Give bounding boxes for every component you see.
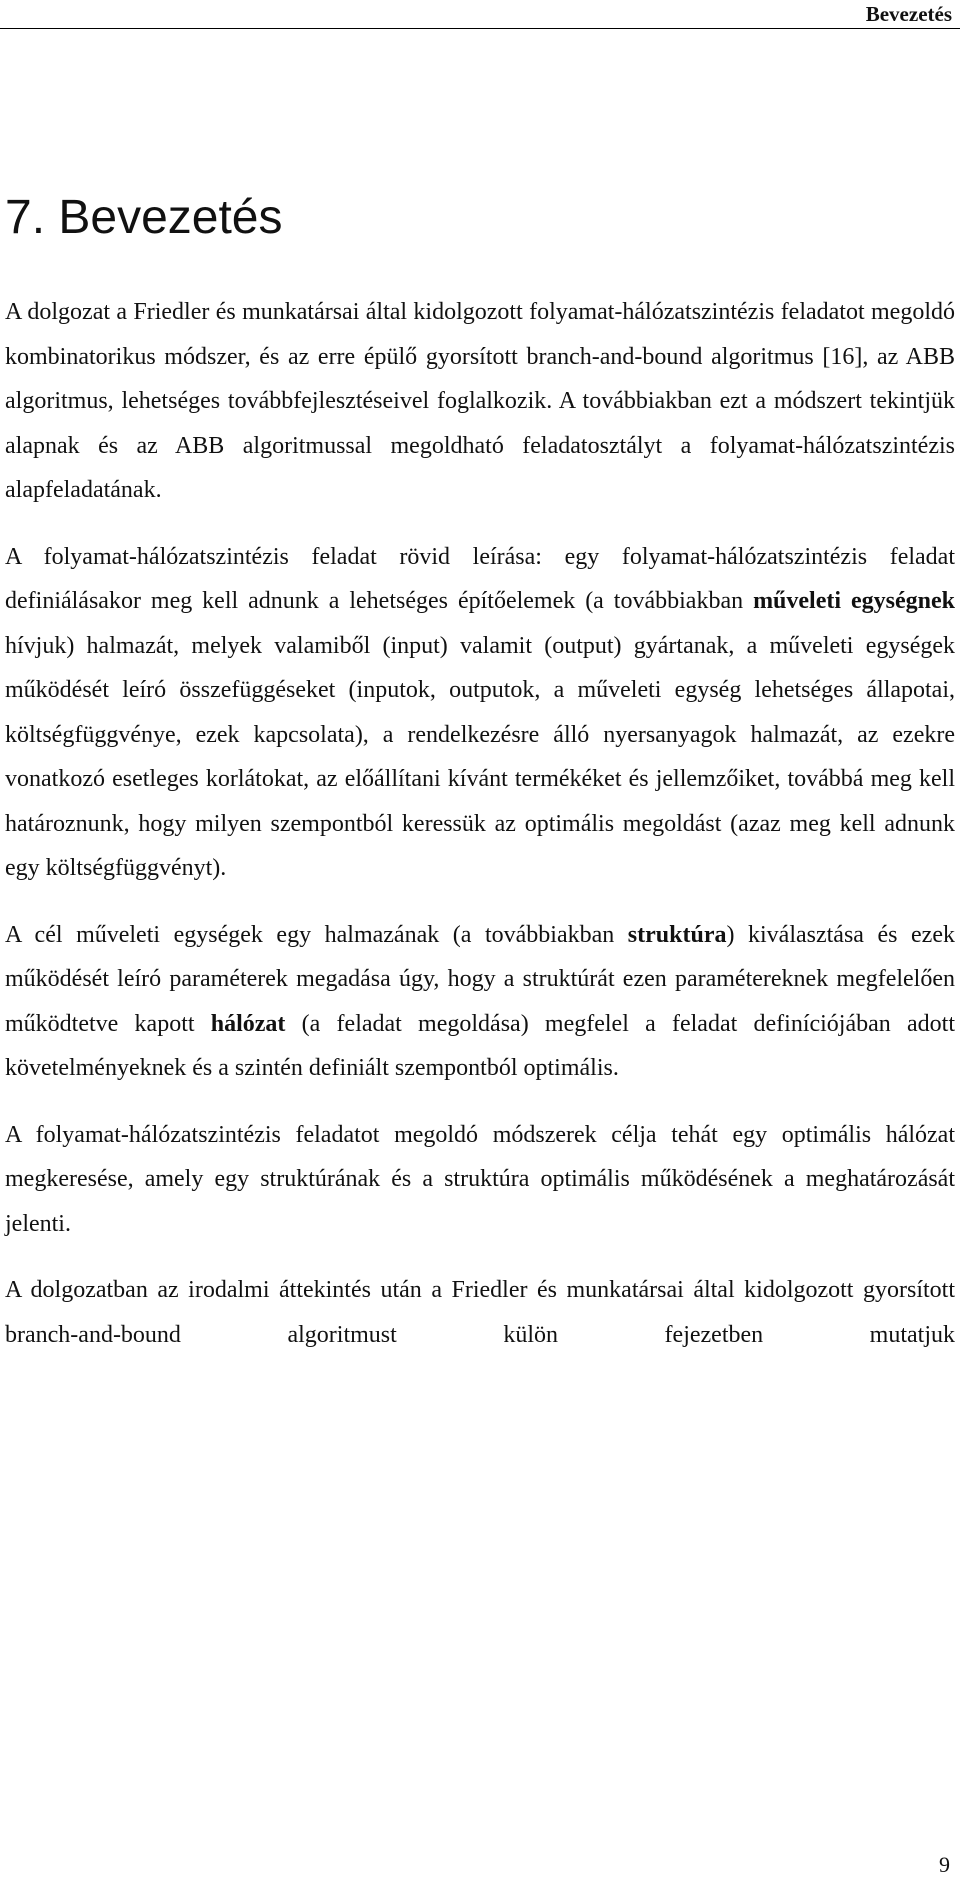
paragraph-2-text-start: A folyamat-hálózatszintézis feladat rövid leírása: egy folyamat-hálózatszintézis feladat definiálásakor meg kell adnunk a lehetséges építőelemek (a továbbiakban [5,543,955,614]
paragraph-3 [5,913,955,1091]
paragraph-3-text-middle: ) kiválasztása és ezek működését leíró paraméterek megadása úgy, hogy a struktúrát ezen paramétereknek megfelelően működtetve kapott [5,921,955,1037]
paragraph-3-text-end: (a feladat megoldása) megfelel a feladat definíciójában adott követelményeknek és a szintén definiált szempontból optimális. [5,1010,955,1081]
paragraph-1: A dolgozat a Friedler és munkatársai által kidolgozott folyamat-hálózatszintézis feladatot megoldó kombinatorikus módszer, és az erre épülő gyorsított branch-and-bound algoritmus [16], az ABB algoritmus, lehetséges továbbfejlesztéseivel foglalkozik. A továbbiakban ezt a módszert tekintjük alapnak és az ABB algoritmussal megoldható feladatosztályt a folyamat-hálózatszintézis alapfeladatának. [5,299,955,503]
paragraph-5: A dolgozatban az irodalmi áttekintés után a Friedler és munkatársai által kidolgozott gyorsított branch-and-bound algoritmust külön fejezetben mutatjuk [5,1277,955,1348]
running-header [0,0,960,29]
term-muveleti-egyseg: műveleti egységnek [753,588,955,614]
paragraph-3-text-start: A cél műveleti egységek egy halmazának (a továbbiakban [5,921,628,948]
body-text [5,290,955,1379]
chapter-title: 7. Bevezetés [5,191,283,244]
paragraph-2-text-end: hívjuk) halmazát, melyek valamiből (input) valamit (output) gyártanak, a műveleti egységek működését leíró összefüggéseket (inputok, outputok, a műveleti egység lehetséges állapotai, költségfüggvénye, ezek kapcsolata), a rendelkezésre álló nyersanyagok halmazát, az ezekre vonatkozó esetleges korlátokat, az előállítani kívánt termékéket és jellemzőiket, továbbá meg kell határoznunk, hogy milyen szempontból keressük az optimális megoldást (azaz meg kell adnunk egy költségfüggvényt). [5,632,955,881]
term-halozat: hálózat [210,1010,286,1037]
paragraph-4: A folyamat-hálózatszintézis feladatot megoldó módszerek célja tehát egy optimális hálózat megkeresése, amely egy struktúrának és a struktúra optimális működésének a meghatározását jelenti. [5,1121,955,1237]
paragraph-2 [5,535,955,891]
term-struktura: struktúra [627,921,727,948]
running-header-title: Bevezetés [865,2,952,26]
page-number: 9 [939,1852,950,1877]
